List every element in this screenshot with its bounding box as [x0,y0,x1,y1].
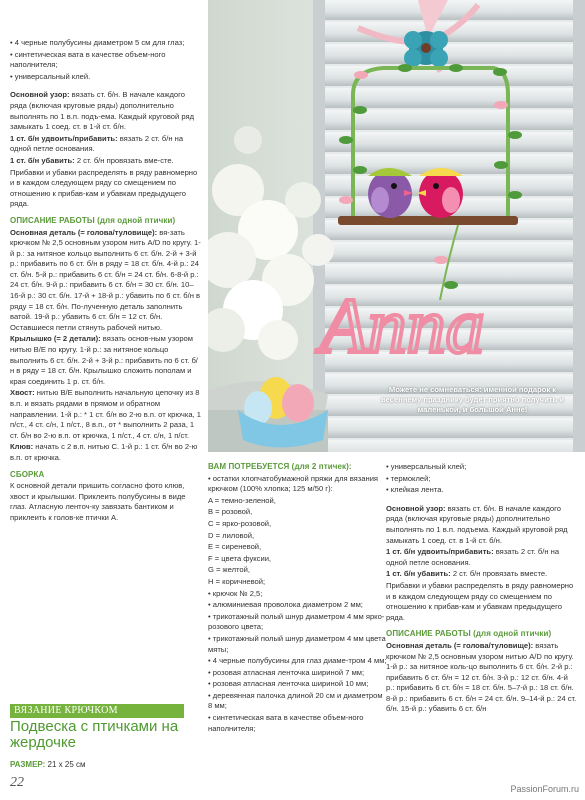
category-band: ВЯЗАНИЕ КРЮЧКОМ [10,704,184,718]
para: • универсальный клей. [10,71,91,81]
crochet-rose [494,101,508,109]
materials-item: • розовая атласная ленточка шириной 10 мм; [208,679,369,689]
assembly-heading: СБОРКА [10,469,45,479]
increase-heading: 1 ст. б/н удвоить/прибавить: [10,133,118,143]
photo-caption: Можете не сомневаться: именной подарок к весеннему празднику будет приятно получить и маленькой, и большой Анне! [381,385,564,414]
para [10,228,202,334]
teal-flower [404,31,448,67]
shutter-slat [325,264,573,284]
list-item: • термоклей; [386,473,431,483]
para [10,388,202,441]
materials-item: • синтетическая вата в качестве объем-ного наполнителя; [208,713,364,733]
shutter-slat [325,0,573,20]
increase-text: вязать 2 ст. б/н на одной петле основания. [10,133,184,154]
size-label: РАЗМЕР: [10,760,46,769]
decrease-text: 2 ст. б/н провязать вме-сте. [74,155,174,165]
para: Прибавки и убавки распределять в ряду равномерно и в каждом следующем ряду со смещением по отношению к прибав-кам и убавкам предыдущего ряда. [386,580,574,622]
pattern-heading: Основной узор: [386,503,446,513]
materials-item: • остатки хлопчатобумажной пряжи для вязания крючком (100% хлопка; 125 м/50 г): [208,473,379,494]
perch [338,216,518,225]
para: Прибавки и убавки распределять в ряду равномерно и в каждом следующем ряду со смещением по отношению к прибав-кам и убавкам предыдущего ряда. [10,167,198,209]
pattern-text: вязать ст. б/н. В начале каждого ряда (включая круговые ряды) дополнительно выполнять по 1 в.п. подъ-ема. Каждый круговой ряд замыкать 1 соед. ст. в 1-й ст. б/н. [10,90,195,132]
watermark: PassionForum.ru [510,784,579,794]
increase-heading: 1 ст. б/н удвоить/прибавить: [386,547,494,557]
para: К основной детали пришить согласно фото клюв, хвост и крылышки. Приклеить полубусины в виде глаз. Атласную ленточ-ку завязать бантиком и приклеить к голов-ке птички A. [10,481,186,522]
para [386,569,578,580]
shutter-slat [325,44,573,64]
body-heading: Основная деталь (= голова/туловище): [386,640,534,650]
size-line [10,760,86,769]
right-text-column [386,462,578,716]
materials-item: F = цвета фуксии, [208,553,272,563]
shutter-slat [325,440,573,452]
crochet-rose [339,196,353,204]
materials-item: • деревянная палочка длиной 20 см и диаметром 8 мм; [208,690,383,711]
materials-item: A = темно-зеленой, [208,495,276,505]
beak-text: начать с 2 в.п. нитью C. 1-й р.: 1 ст. б/н во 2-ю в.п. от крючка. [10,442,198,462]
crochet-rose [434,256,448,264]
para: • 4 черные полубусины диаметром 5 см для глаз; [10,38,185,47]
page-number: 22 [10,775,24,790]
materials-column [208,462,388,735]
decrease-heading: 1 ст. б/н убавить: [386,569,451,579]
tail-text: нитью B/E выполнить начальную цепочку из 8 в.п. и вязать рядами в прямом и обратном направлении. 1-й р.: * 1 ст. б/н во 2-ю в.п. от крючка, 1 п/ст., 4 ст. с/н, 1 п/ст., 8 в.п., от * выполнить 2 раза, 1 ст. б/н во 2-ю в.п. от крючка, 1 п/ст., 4 ст. с/н, 1 п/ст. [10,388,201,440]
increase-text: вязать 2 ст. б/н на одной петле основания. [386,547,560,567]
article-title: Подвеска с птичками на жердочке [10,718,179,751]
tail-heading: Хвост: [10,388,35,398]
materials-item: • розовая атласная ленточка шириной 7 мм; [208,667,365,677]
wing-text: вязать основ-ным узором нитью B/E по кругу. 1-й р.: за нитяное кольцо выполнить 6 ст. б/н. 2-й + 3-й р.: прибавить по 6 ст. б/н в ряду = 18 ст. б/н. Крылышко сложить пополам и края соединить 1 р. ст. б/н. [10,334,198,386]
body-text: вя-зать крючком № 2,5 основным узором нить A/D по кругу. 1-й р.: за нитяное кольцо выполнить 6 ст. б/н. 2-й + 3-й р.: прибавить по 6 ст. б/н в ряду = 18 ст. б/н. 4-й р.: 24 ст. б/н. 5-й р.: прибавить 6 ст. б/н = 24 ст. б/н. 6-8-й р.: 24 ст. б/н. 9-й р.: прибавить 6 ст. б/н = 30 ст. б/н. 10–16-й р.: 30 ст. б/н. 17-й + 18-й р.: убавить по 6 ст. б/н в ряду = 18 ст. б/н. По-лученную деталь заполнить ватой. 19-й р.: убавить 6 ст. б/н = 12 ст. б/н. Оставшиеся петли стянуть рабочей нитью. [10,227,201,332]
body-text: вязать крючком № 2,5 основным узором нитью A/D по кругу. 1-й р.: за нитяное коль-цо выполнить 6 ст. б/н. 2-й р.: прибавить 6 ст. б/н = 12 ст. б/н. 3-й р.: 12 ст. б/н. 4-й р.: прибавить 6 ст. б/н = 18 ст. б/н. 5–7-й р.: 18 ст. б/н. 8-й р.: прибавить 6 ст. б/н = 24 ст. б/н. 9–14-й р.: 24 ст. б/н. 15-й р.: убавить 6 ст. б/н [386,640,577,714]
decrease-heading: 1 ст. б/н убавить: [10,155,75,165]
para [386,547,578,568]
materials-item: H = коричневой; [208,576,266,586]
crochet-leaf [494,161,508,169]
materials-item: • 4 черные полубусины для глаз диаме-тром 4 мм; [208,656,387,666]
materials-heading: ВАМ ПОТРЕБУЕТСЯ (для 2 птичек): [208,462,352,471]
crochet-leaf [353,106,367,114]
work-heading: ОПИСАНИЕ РАБОТЫ (для одной птички) [386,629,552,639]
para [10,334,202,387]
materials-item: • трикотажный полый шнур диаметром 4 мм ярко-розового цвета; [208,611,385,632]
pattern-heading: Основной узор: [10,90,70,100]
list-item: • клейкая лента. [386,485,444,495]
para [10,134,202,155]
crochet-leaf [493,68,507,76]
crochet-leaf [508,131,522,139]
materials-item: B = розовой, [208,507,253,517]
beak-heading: Клюв: [10,442,34,452]
size-value: 21 x 25 см [45,760,86,769]
wing-heading: Крылышко (= 2 детали): [10,334,101,344]
materials-item: D = лиловой, [208,530,255,540]
para [386,504,578,546]
decrease-text: 2 ст. б/н провязать вместе. [450,569,548,579]
materials-item: C = ярко-розовой, [208,518,272,528]
materials-item: • трикотажный полый шнур диаметром 4 мм цвета мяты; [208,633,386,654]
shutter-slat [325,88,573,108]
para [386,641,578,715]
list-item: • универсальный клей; [386,462,467,471]
crochet-leaf [339,136,353,144]
materials-item: • алюминиевая проволока диаметром 2 мм; [208,600,363,610]
crochet-rose [354,71,368,79]
body-heading: Основная деталь (= голова/туловище): [10,227,158,237]
name-cord-anna: Anna [320,282,485,369]
shutter-slat [325,418,573,438]
para [10,156,202,167]
crochet-leaf [398,64,412,72]
crochet-leaf [449,64,463,72]
crochet-leaf [353,166,367,174]
shutter-slat [325,132,573,152]
pattern-text: вязать ст. б/н. В начале каждого ряда (включая круговые ряды) дополнительно выполнять по 1 в.п. подъема. Каждый круговой ряд замыкать 1 соед. ст. в 1-й ст. б/н. [386,503,568,545]
materials-item: G = желтой, [208,565,251,575]
materials-item: E = сиреневой, [208,542,262,552]
crochet-leaf [508,191,522,199]
para: • синтетическая вата в качестве объем-ного наполнителя; [10,49,166,70]
materials-list [208,474,388,735]
para [10,90,202,132]
left-text-column [10,38,202,525]
para [10,442,202,463]
materials-item: • крючок № 2,5; [208,588,263,598]
work-heading: ОПИСАНИЕ РАБОТЫ (для одной птички) [10,215,176,225]
